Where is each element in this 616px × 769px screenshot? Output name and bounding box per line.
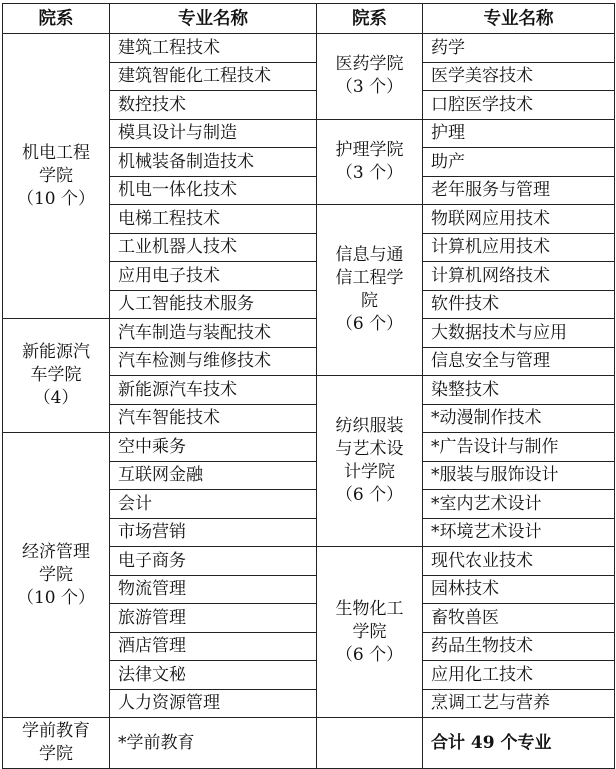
major-name: 口腔医学技术	[423, 91, 615, 120]
major-name: *动漫制作技术	[423, 404, 615, 433]
department-name-line: 经济管理	[22, 541, 90, 562]
department-name	[317, 547, 423, 718]
department-name-line: 纺织服装	[335, 416, 404, 436]
major-name: 汽车检测与维修技术	[110, 347, 317, 376]
major-name: *学前教育	[110, 718, 317, 769]
major-name: 药品生物技术	[423, 632, 615, 661]
major-name: 畜牧兽医	[423, 604, 615, 633]
major-name: 现代农业技术	[423, 547, 615, 576]
table-row	[3, 34, 615, 63]
major-name: *环境艺术设计	[423, 518, 615, 547]
header-major-right: 专业名称	[423, 4, 615, 34]
department-name-line: 信工程学	[335, 268, 404, 288]
department-name-line: 机电工程	[22, 142, 90, 163]
header-major-left: 专业名称	[110, 4, 317, 34]
department-name	[317, 376, 423, 547]
department-name	[317, 119, 423, 205]
major-name: 工业机器人技术	[110, 233, 317, 262]
department-name-line: 新能源汽	[22, 342, 90, 362]
department-name-line: 计学院	[344, 462, 395, 482]
major-name: 人力资源管理	[110, 689, 317, 718]
department-name-line: （6 个）	[335, 485, 404, 505]
major-name: 互联网金融	[110, 461, 317, 490]
major-name: *服装与服饰设计	[423, 461, 615, 490]
major-name: 旅游管理	[110, 604, 317, 633]
major-name: 护理	[423, 119, 615, 148]
department-name-line: 与艺术设	[335, 439, 404, 459]
major-name: 应用化工技术	[423, 661, 615, 690]
major-name: 汽车智能技术	[110, 404, 317, 433]
major-name: 计算机应用技术	[423, 233, 615, 262]
major-name: 老年服务与管理	[423, 176, 615, 205]
major-name: 新能源汽车技术	[110, 376, 317, 405]
major-name: 机电一体化技术	[110, 176, 317, 205]
department-name-line: 生物化工	[335, 598, 404, 619]
header-dept-right: 院系	[317, 4, 423, 34]
department-name-line: 学院	[39, 564, 73, 585]
department-name	[3, 433, 110, 718]
major-name: 染整技术	[423, 376, 615, 405]
department-name	[317, 34, 423, 120]
table-row	[3, 433, 615, 462]
department-name-line: 学前教育	[22, 721, 90, 741]
major-name: 园林技术	[423, 575, 615, 604]
major-name: 医学美容技术	[423, 62, 615, 91]
department-name-line: （10 个）	[16, 587, 96, 608]
department-name-line: （3 个）	[335, 162, 404, 183]
major-name: 助产	[423, 148, 615, 177]
table-body	[3, 34, 615, 769]
major-name: 大数据技术与应用	[423, 319, 615, 348]
major-name: 建筑工程技术	[110, 34, 317, 63]
department-name-line: 院	[361, 291, 378, 311]
total-count: 合计 49 个专业	[423, 718, 615, 769]
department-name-line: 车学院	[30, 365, 82, 385]
major-name: 空中乘务	[110, 433, 317, 462]
major-name: 法律文秘	[110, 661, 317, 690]
major-name: 机械装备制造技术	[110, 148, 317, 177]
department-name-line: （3 个）	[335, 77, 404, 98]
table-row	[3, 718, 615, 769]
major-name: 计算机网络技术	[423, 262, 615, 291]
department-name-line: 信息与通	[335, 245, 404, 265]
department-name-line: （4）	[33, 388, 79, 408]
majors-table	[2, 3, 615, 769]
major-name: 药学	[423, 34, 615, 63]
major-name: 建筑智能化工程技术	[110, 62, 317, 91]
department-name	[3, 34, 110, 319]
department-name-line: （10 个）	[16, 188, 96, 209]
major-name: *室内艺术设计	[423, 490, 615, 519]
department-name-line: （6 个）	[335, 644, 404, 665]
major-name: 物流管理	[110, 575, 317, 604]
major-name: 软件技术	[423, 290, 615, 319]
department-name	[3, 319, 110, 433]
department-name-line: 学院	[352, 621, 387, 642]
major-name: 酒店管理	[110, 632, 317, 661]
major-name: 数控技术	[110, 91, 317, 120]
major-name: *广告设计与制作	[423, 433, 615, 462]
major-name: 物联网应用技术	[423, 205, 615, 234]
empty-cell	[317, 718, 423, 769]
major-name: 模具设计与制造	[110, 119, 317, 148]
department-name-line: （6 个）	[335, 314, 404, 334]
major-name: 应用电子技术	[110, 262, 317, 291]
major-name: 烹调工艺与营养	[423, 689, 615, 718]
major-name: 电子商务	[110, 547, 317, 576]
department-name	[3, 718, 110, 769]
major-name: 人工智能技术服务	[110, 290, 317, 319]
table-row	[3, 319, 615, 348]
department-name-line: 学院	[39, 165, 73, 186]
department-name	[317, 205, 423, 376]
header-row	[3, 4, 615, 34]
major-name: 汽车制造与装配技术	[110, 319, 317, 348]
department-name-line: 护理学院	[335, 139, 404, 160]
department-name-line: 医药学院	[335, 54, 404, 75]
major-name: 电梯工程技术	[110, 205, 317, 234]
major-name: 市场营销	[110, 518, 317, 547]
major-name: 会计	[110, 490, 317, 519]
major-name: 信息安全与管理	[423, 347, 615, 376]
header-dept-left: 院系	[3, 4, 110, 34]
department-name-line: 学院	[39, 744, 73, 764]
